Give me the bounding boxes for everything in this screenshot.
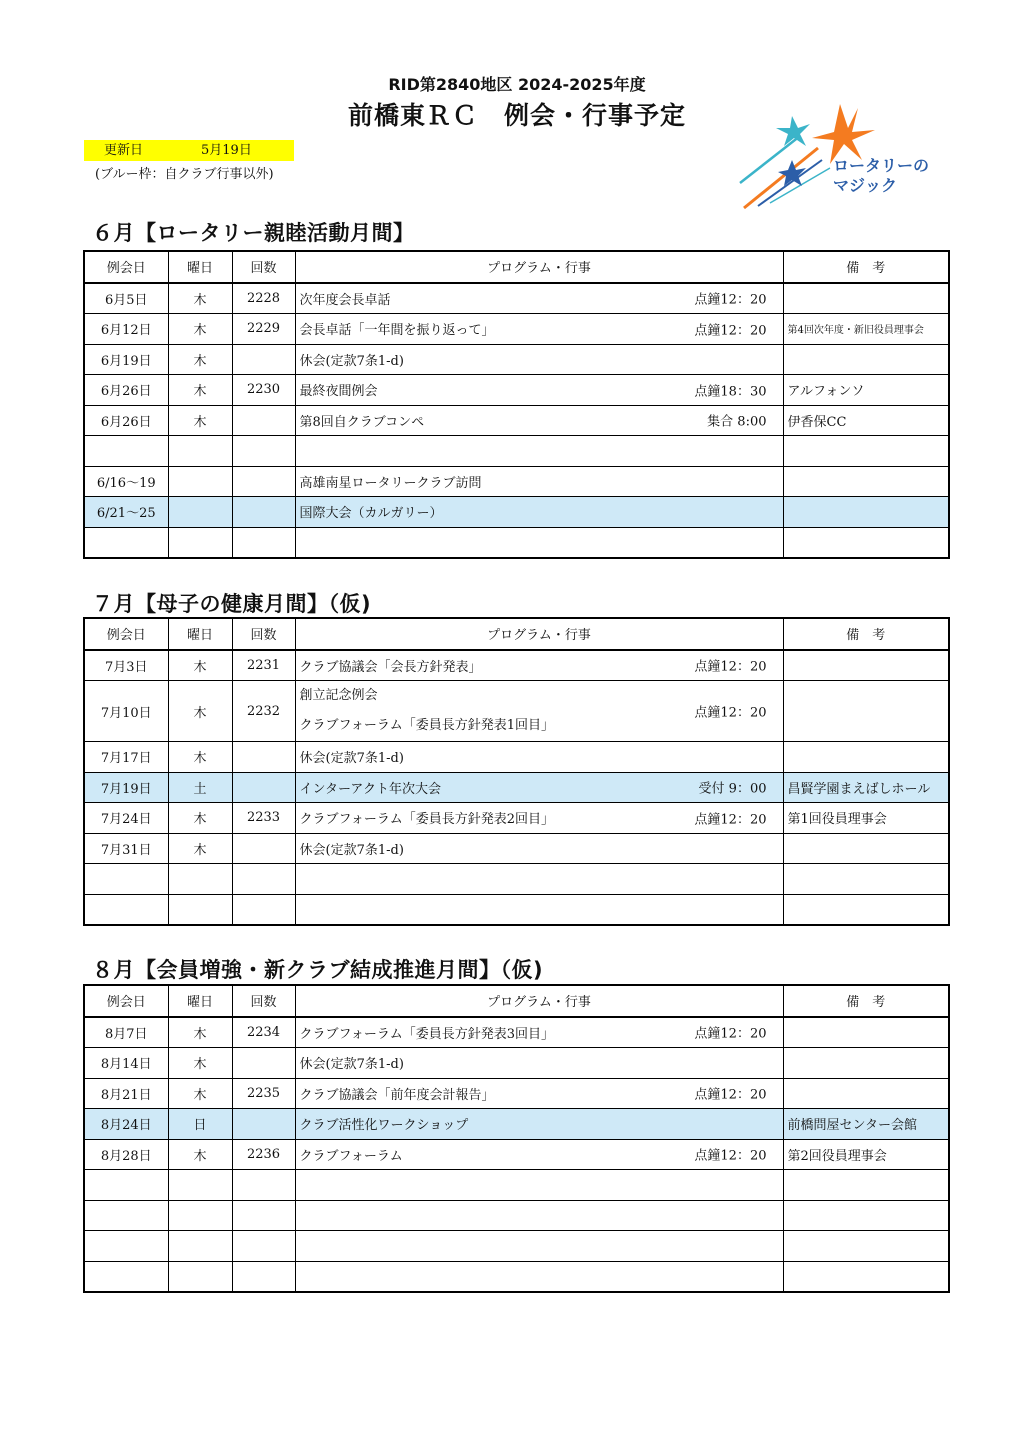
cell-date — [84, 864, 168, 895]
cell-day — [168, 527, 232, 558]
program-time: 受付 9：00 — [698, 781, 767, 797]
cell-remarks — [783, 1200, 949, 1231]
program-time: 点鐘12：20 — [694, 323, 767, 339]
cell-count: 2236 — [232, 1139, 295, 1170]
cell-program — [295, 375, 783, 406]
table-row — [84, 803, 949, 834]
cell-date: 6/21～25 — [84, 497, 168, 528]
program-text: 休会(定款7条1-d) — [299, 751, 404, 767]
col-header-program: プログラム・行事 — [295, 618, 783, 650]
cell-remarks — [783, 283, 949, 314]
cell-date — [84, 1200, 168, 1231]
table-row — [84, 864, 949, 895]
cell-program — [295, 1109, 783, 1140]
cell-remarks — [783, 1078, 949, 1109]
cell-program — [295, 1048, 783, 1079]
cell-day — [168, 1200, 232, 1231]
cell-day: 木 — [168, 283, 232, 314]
table-row — [84, 650, 949, 681]
program-text: クラブフォーラム — [299, 1148, 403, 1164]
program-text: 国際大会（カルガリー） — [299, 506, 443, 522]
rotary-magic-logo — [730, 98, 950, 216]
logo-text-2: マジック — [833, 176, 898, 195]
section-title-august: ８月【会員増強・新クラブ結成推進月間】（仮) — [92, 958, 544, 982]
cell-remarks: 第1回役員理事会 — [783, 803, 949, 834]
table-header-row — [84, 985, 949, 1017]
cell-remarks: 第2回役員理事会 — [783, 1139, 949, 1170]
cell-date — [84, 1261, 168, 1292]
col-header-count: 回数 — [232, 251, 295, 283]
cell-date: 6/16～19 — [84, 466, 168, 497]
cell-remarks — [783, 864, 949, 895]
program-time: 点鐘12：20 — [694, 659, 767, 675]
cell-count — [232, 833, 295, 864]
program-text: 高雄南星ロータリークラブ訪問 — [299, 475, 482, 491]
table-header-row — [84, 251, 949, 283]
cell-count: 2234 — [232, 1017, 295, 1048]
district-title: RID第2840地区 2024-2025年度 — [388, 75, 646, 94]
col-header-program: プログラム・行事 — [295, 251, 783, 283]
program-text: 最終夜間例会 — [299, 384, 378, 400]
cell-remarks — [783, 1048, 949, 1079]
table-row — [84, 314, 949, 345]
cell-count — [232, 466, 295, 497]
table-row — [84, 497, 949, 528]
cell-remarks — [783, 1231, 949, 1262]
program-time: 点鐘12：20 — [694, 292, 767, 308]
cell-program — [295, 405, 783, 436]
table-row — [84, 1170, 949, 1201]
table-row — [84, 833, 949, 864]
cell-program — [295, 1139, 783, 1170]
table-row — [84, 1200, 949, 1231]
cell-remarks — [783, 894, 949, 925]
table-header-row — [84, 618, 949, 650]
cell-remarks — [783, 742, 949, 773]
cell-count — [232, 405, 295, 436]
cell-date: 6月5日 — [84, 283, 168, 314]
cell-remarks: アルフォンソ — [783, 375, 949, 406]
cell-program — [295, 772, 783, 803]
cell-count: 2232 — [232, 681, 295, 742]
cell-program — [295, 1231, 783, 1262]
cell-day: 土 — [168, 772, 232, 803]
cell-count — [232, 497, 295, 528]
program-text: クラブフォーラム「委員長方針発表3回目」 — [299, 1026, 554, 1042]
cell-program — [295, 864, 783, 895]
table-row — [84, 375, 949, 406]
cell-remarks — [783, 681, 949, 742]
cell-day — [168, 1170, 232, 1201]
table-row — [84, 772, 949, 803]
logo-text-1: ロータリーの — [833, 156, 930, 175]
program-text: クラブ協議会「会長方針発表」 — [299, 659, 482, 675]
cell-day: 木 — [168, 375, 232, 406]
col-header-day: 曜日 — [168, 251, 232, 283]
cell-date: 6月19日 — [84, 344, 168, 375]
cell-date — [84, 894, 168, 925]
program-text: 第8回自クラブコンペ — [299, 414, 425, 430]
col-header-remarks: 備 考 — [783, 251, 949, 283]
col-header-remarks: 備 考 — [783, 985, 949, 1017]
cell-day — [168, 497, 232, 528]
program-time: 点鐘12：20 — [694, 1087, 767, 1103]
cell-count — [232, 436, 295, 467]
cell-program — [295, 1170, 783, 1201]
table-row — [84, 681, 949, 742]
program-text: 会長卓話「一年間を振り返って」 — [299, 323, 495, 339]
cell-count: 2228 — [232, 283, 295, 314]
updated-date-box — [84, 140, 294, 161]
cell-program — [295, 681, 783, 742]
cell-count: 2229 — [232, 314, 295, 345]
cell-program — [295, 1078, 783, 1109]
table-row — [84, 742, 949, 773]
col-header-day: 曜日 — [168, 618, 232, 650]
table-row — [84, 1048, 949, 1079]
cell-count: 2233 — [232, 803, 295, 834]
cell-program — [295, 1017, 783, 1048]
table-row — [84, 1078, 949, 1109]
cell-date — [84, 1170, 168, 1201]
cell-date: 8月28日 — [84, 1139, 168, 1170]
cell-program — [295, 527, 783, 558]
cell-remarks — [783, 497, 949, 528]
cell-day — [168, 894, 232, 925]
col-header-remarks: 備 考 — [783, 618, 949, 650]
table-row — [84, 1109, 949, 1140]
col-header-date: 例会日 — [84, 618, 168, 650]
cell-date: 8月24日 — [84, 1109, 168, 1140]
program-text-2: クラブフォーラム「委員長方針発表1回目」 — [299, 718, 554, 733]
program-text: 次年度会長卓話 — [299, 292, 391, 308]
cell-count — [232, 1261, 295, 1292]
section-title-june: ６月【ロータリー親睦活動月間】 — [92, 221, 415, 245]
cell-date: 7月24日 — [84, 803, 168, 834]
cell-date — [84, 1231, 168, 1262]
cell-count: 2231 — [232, 650, 295, 681]
cell-date: 6月12日 — [84, 314, 168, 345]
cell-count: 2235 — [232, 1078, 295, 1109]
cell-date: 7月31日 — [84, 833, 168, 864]
cell-day — [168, 436, 232, 467]
cell-date: 8月14日 — [84, 1048, 168, 1079]
section-title-july: ７月【母子の健康月間】（仮) — [92, 592, 372, 616]
program-time: 点鐘18：30 — [694, 384, 767, 400]
cell-program — [295, 344, 783, 375]
cell-date — [84, 436, 168, 467]
page-title: 前橋東ＲＣ 例会・行事予定 — [347, 101, 686, 130]
cell-day: 木 — [168, 1048, 232, 1079]
cell-program — [295, 803, 783, 834]
table-row — [84, 283, 949, 314]
program-text: 休会(定款7条1-d) — [299, 1057, 404, 1073]
cell-day: 木 — [168, 681, 232, 742]
table-row — [84, 405, 949, 436]
cell-count — [232, 772, 295, 803]
cell-date: 8月7日 — [84, 1017, 168, 1048]
cell-day: 木 — [168, 1078, 232, 1109]
star-logo-icon — [730, 98, 950, 216]
cell-count — [232, 1231, 295, 1262]
table-row — [84, 1231, 949, 1262]
cell-day: 木 — [168, 803, 232, 834]
cell-count — [232, 344, 295, 375]
cell-day — [168, 466, 232, 497]
cell-count — [232, 742, 295, 773]
cell-program — [295, 436, 783, 467]
cell-day: 木 — [168, 1139, 232, 1170]
col-header-date: 例会日 — [84, 251, 168, 283]
cell-count — [232, 1170, 295, 1201]
cell-day: 木 — [168, 650, 232, 681]
cell-day: 木 — [168, 1017, 232, 1048]
cell-program — [295, 742, 783, 773]
cell-program — [295, 833, 783, 864]
cell-program — [295, 283, 783, 314]
table-row — [84, 436, 949, 467]
table-row — [84, 1017, 949, 1048]
cell-day — [168, 1261, 232, 1292]
cell-day: 日 — [168, 1109, 232, 1140]
july-schedule-table — [83, 617, 950, 926]
cell-day — [168, 864, 232, 895]
program-text: クラブフォーラム「委員長方針発表2回目」 — [299, 812, 554, 828]
cell-remarks — [783, 1017, 949, 1048]
cell-count — [232, 527, 295, 558]
cell-day: 木 — [168, 742, 232, 773]
cell-remarks — [783, 527, 949, 558]
cell-date: 7月17日 — [84, 742, 168, 773]
program-time: 点鐘12：20 — [694, 1026, 767, 1042]
col-header-count: 回数 — [232, 985, 295, 1017]
program-time: 集合 8:00 — [707, 414, 767, 430]
cell-day: 木 — [168, 405, 232, 436]
table-row — [84, 344, 949, 375]
cell-date: 6月26日 — [84, 405, 168, 436]
cell-date — [84, 527, 168, 558]
august-schedule-table — [83, 984, 950, 1293]
col-header-count: 回数 — [232, 618, 295, 650]
table-row — [84, 527, 949, 558]
program-time: 点鐘12：20 — [694, 705, 767, 721]
cell-program — [295, 314, 783, 345]
cell-remarks — [783, 344, 949, 375]
program-text: インターアクト年次大会 — [299, 781, 441, 797]
col-header-day: 曜日 — [168, 985, 232, 1017]
program-time: 点鐘12：20 — [694, 1148, 767, 1164]
cell-date: 7月10日 — [84, 681, 168, 742]
updated-label: 更新日 — [104, 143, 144, 158]
cell-remarks: 伊香保CC — [783, 405, 949, 436]
cell-count — [232, 1200, 295, 1231]
cell-remarks — [783, 436, 949, 467]
program-text: 休会(定款7条1-d) — [299, 353, 404, 369]
program-text: クラブ活性化ワークショップ — [299, 1118, 469, 1134]
cell-count — [232, 864, 295, 895]
updated-value: 5月19日 — [201, 143, 252, 158]
cell-remarks: 第4回次年度・新旧役員理事会 — [783, 314, 949, 345]
table-row — [84, 1139, 949, 1170]
june-schedule-table — [83, 250, 950, 559]
col-header-program: プログラム・行事 — [295, 985, 783, 1017]
program-time: 点鐘12：20 — [694, 812, 767, 828]
program-text: クラブ協議会「前年度会計報告」 — [299, 1087, 495, 1103]
table-row — [84, 466, 949, 497]
cell-day — [168, 1231, 232, 1262]
program-text: 休会(定款7条1-d) — [299, 842, 404, 858]
cell-count — [232, 1048, 295, 1079]
cell-date: 7月19日 — [84, 772, 168, 803]
cell-count — [232, 894, 295, 925]
legend-note: (ブルー枠：自クラブ行事以外) — [95, 167, 274, 182]
cell-day: 木 — [168, 833, 232, 864]
cell-day: 木 — [168, 344, 232, 375]
table-row — [84, 894, 949, 925]
cell-remarks: 前橋問屋センター会館 — [783, 1109, 949, 1140]
program-text: 創立記念例会 — [299, 688, 378, 703]
table-row — [84, 1261, 949, 1292]
cell-remarks — [783, 1261, 949, 1292]
cell-date: 7月3日 — [84, 650, 168, 681]
cell-remarks — [783, 650, 949, 681]
cell-remarks — [783, 466, 949, 497]
cell-remarks — [783, 833, 949, 864]
cell-program — [295, 466, 783, 497]
cell-program — [295, 1261, 783, 1292]
cell-count — [232, 1109, 295, 1140]
cell-date: 8月21日 — [84, 1078, 168, 1109]
cell-program — [295, 497, 783, 528]
cell-day: 木 — [168, 314, 232, 345]
cell-count: 2230 — [232, 375, 295, 406]
col-header-date: 例会日 — [84, 985, 168, 1017]
cell-program — [295, 1200, 783, 1231]
cell-date: 6月26日 — [84, 375, 168, 406]
cell-program — [295, 650, 783, 681]
cell-remarks — [783, 1170, 949, 1201]
cell-remarks: 昌賢学園まえばしホール — [783, 772, 949, 803]
cell-program — [295, 894, 783, 925]
